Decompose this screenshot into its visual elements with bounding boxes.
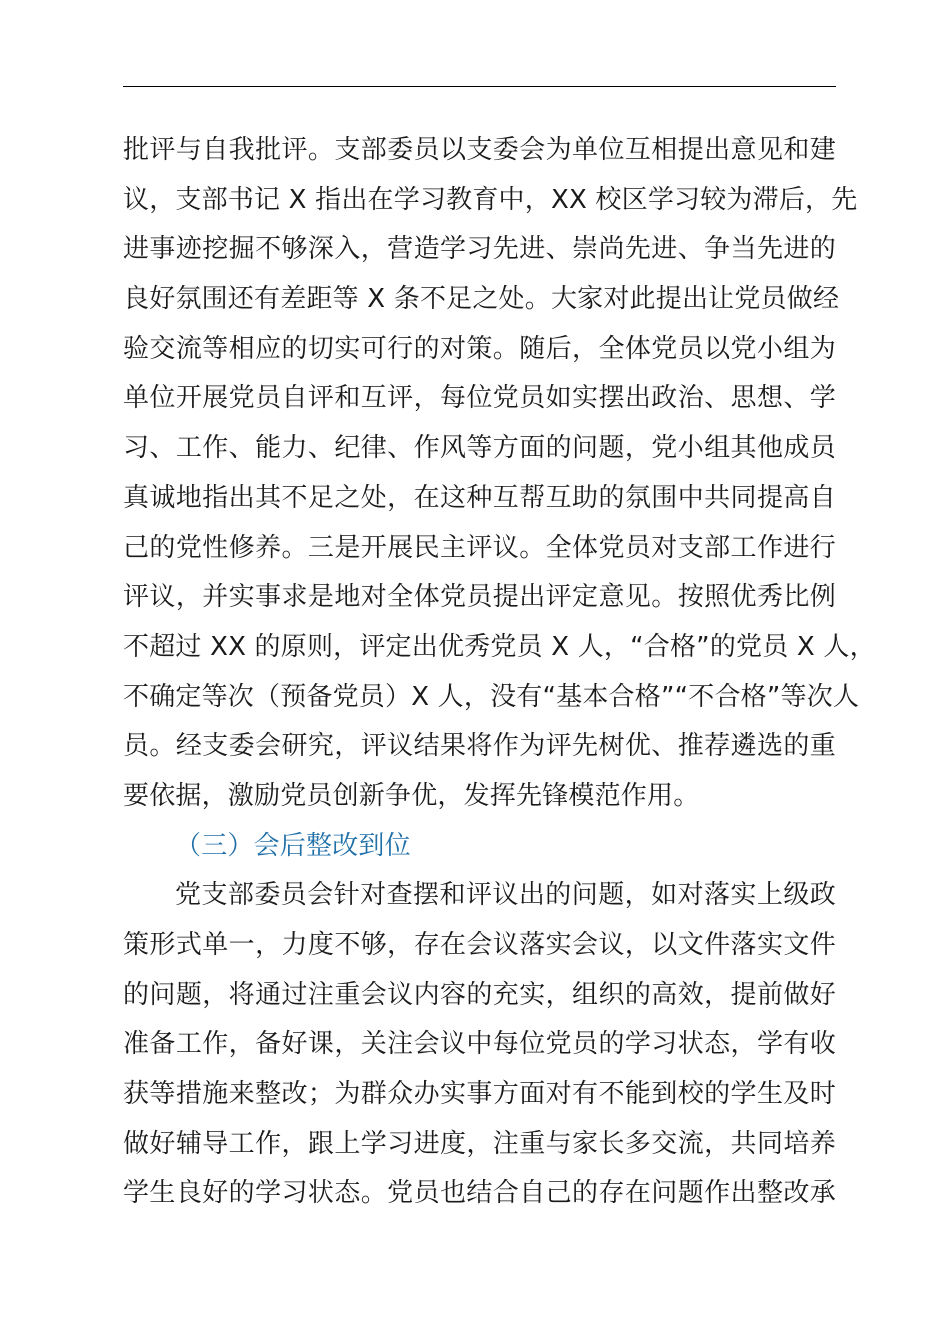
text-line: 做好辅导工作，跟上学习进度，注重与家长多交流，共同培养 [123,1128,836,1159]
header-rule [123,86,836,87]
text-line: 党支部委员会针对查摆和评议出的问题，如对落实上级政 [175,880,836,911]
text-line: 不超过 XX 的原则，评定出优秀党员 X 人，“合格”的党员 X 人， [123,631,876,662]
text-line: 真诚地指出其不足之处，在这种互帮互助的氛围中共同提高自 [123,482,836,513]
text-line: 议，支部书记 X 指出在学习教育中，XX 校区学习较为滞后，先 [123,184,858,215]
text-line: 准备工作，备好课，关注会议中每位党员的学习状态，学有收 [123,1029,836,1060]
text-line: 的问题，将通过注重会议内容的充实，组织的高效，提前做好 [123,979,836,1010]
text-line: 要依据，激励党员创新争优，发挥先锋模范作用。 [123,780,700,811]
text-line: 员。经支委会研究，评议结果将作为评先树优、推荐遴选的重 [123,731,836,762]
section-heading: （三）会后整改到位 [175,830,411,861]
text-line: 学生良好的学习状态。党员也结合自己的存在问题作出整改承 [123,1178,836,1209]
text-line: 进事迹挖掘不够深入，营造学习先进、崇尚先进、争当先进的 [123,234,836,265]
text-line: 评议，并实事求是地对全体党员提出评定意见。按照优秀比例 [123,582,836,613]
text-line: 良好氛围还有差距等 X 条不足之处。大家对此提出让党员做经 [123,284,840,315]
text-line: 批评与自我批评。支部委员以支委会为单位互相提出意见和建 [123,135,836,165]
text-line: 习、工作、能力、纪律、作风等方面的问题，党小组其他成员 [123,433,836,464]
text-line: 不确定等次（预备党员）X 人，没有“基本合格”“不合格”等次人 [123,681,860,712]
document-body [123,126,876,1219]
text-line: 单位开展党员自评和互评，每位党员如实摆出政治、思想、学 [123,383,836,414]
paragraph-2 [123,871,841,1219]
text-line: 策形式单一，力度不够，存在会议落实会议，以文件落实文件 [123,930,836,960]
paragraph-1 [123,126,876,822]
text-line: 验交流等相应的切实可行的对策。随后，全体党员以党小组为 [123,333,836,364]
text-line: 获等措施来整改；为群众办实事方面对有不能到校的学生及时 [123,1079,836,1110]
text-line: 己的党性修养。三是开展民主评议。全体党员对支部工作进行 [123,532,836,563]
